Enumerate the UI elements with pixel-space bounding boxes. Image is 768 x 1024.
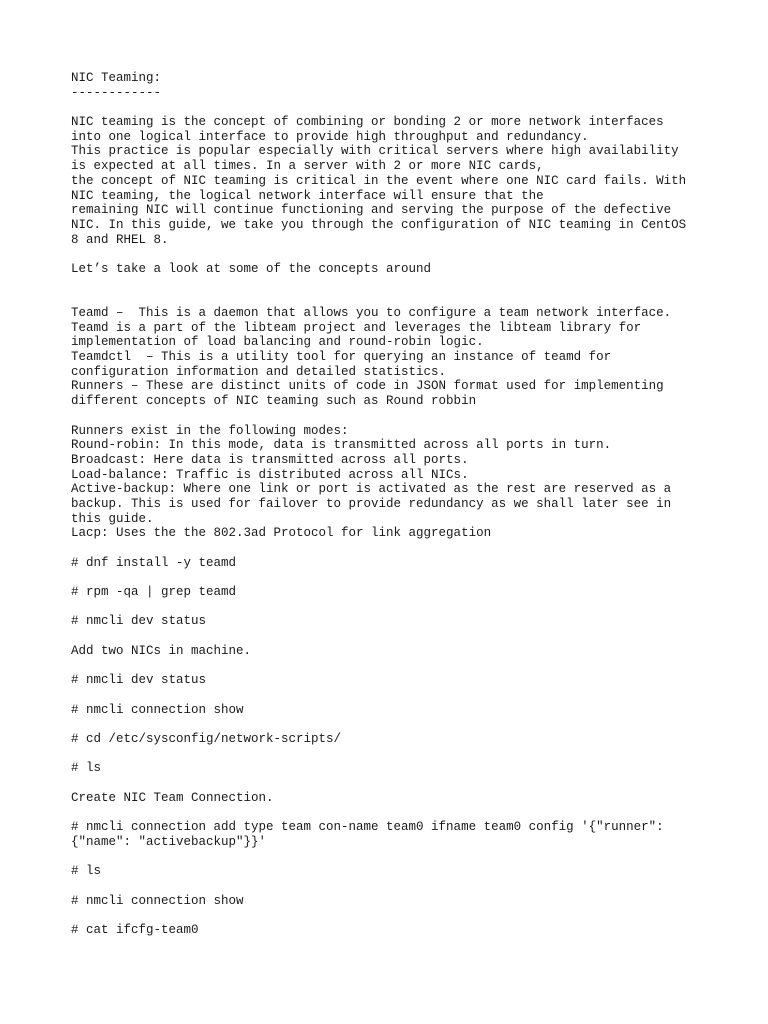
- blank-line: [71, 277, 731, 292]
- text-line: Lacp: Uses the the 802.3ad Protocol for link aggregation: [71, 526, 492, 541]
- text-line: NIC teaming is the concept of combining or bonding 2 or more network interfaces: [71, 115, 664, 130]
- command-line: # rpm -qa | grep teamd: [71, 585, 237, 600]
- text-line: Add two NICs in machine.: [71, 643, 252, 658]
- command-line: # dnf install -y teamd: [71, 555, 237, 570]
- document-body: [71, 71, 731, 938]
- command-line: # nmcli dev status: [71, 614, 207, 629]
- text-line: NIC teaming, the logical network interface will ensure that the: [71, 188, 544, 203]
- blank-line: [71, 629, 731, 644]
- text-line: Teamd – This is a daemon that allows you to configure a team network interface.: [71, 306, 672, 320]
- text-line: Round-robin: In this mode, data is transmitted across all ports in turn.: [71, 438, 612, 453]
- text-line: {"name": "activebackup"}}': [71, 834, 267, 849]
- blank-line: [71, 908, 731, 923]
- text-line: ------------: [71, 85, 162, 100]
- blank-line: [71, 541, 731, 556]
- text-line: NIC. In this guide, we take you through the configuration of NIC teaming in CentOS: [71, 217, 687, 232]
- text-line: Runners exist in the following modes:: [71, 423, 349, 438]
- text-line: This practice is popular especially with critical servers where high availability: [71, 144, 679, 159]
- blank-line: [71, 688, 731, 703]
- command-line: # nmcli dev status: [71, 673, 207, 688]
- blank-line: [71, 747, 731, 762]
- text-line: different concepts of NIC teaming such as Round robbin: [71, 394, 477, 409]
- text-line: Runners – These are distinct units of code in JSON format used for implementing: [71, 379, 664, 394]
- command-line: # nmcli connection show: [71, 893, 244, 908]
- command-line: # ls: [71, 761, 102, 776]
- text-line: implementation of load balancing and round-robin logic.: [71, 335, 484, 350]
- blank-line: [71, 879, 731, 894]
- text-line: Load-balance: Traffic is distributed across all NICs.: [71, 467, 469, 482]
- command-line: # cd /etc/sysconfig/network-scripts/: [71, 731, 342, 746]
- blank-line: [71, 717, 731, 732]
- blank-line: [71, 600, 731, 615]
- command-line: # nmcli connection add type team con-name team0 ifname team0 config '{"runner":: [71, 820, 664, 835]
- blank-line: [71, 409, 731, 424]
- text-line: 8 and RHEL 8.: [71, 232, 169, 247]
- blank-line: [71, 100, 731, 115]
- text-line: Let’s take a look at some of the concepts around: [71, 261, 432, 276]
- blank-line: [71, 247, 731, 262]
- text-line: the concept of NIC teaming is critical in the event where one NIC card fails. With: [71, 173, 687, 188]
- command-line: # cat ifcfg-team0: [71, 922, 199, 937]
- blank-line: [71, 659, 731, 674]
- command-line: # ls: [71, 864, 102, 879]
- text-line: NIC Teaming:: [71, 71, 162, 85]
- blank-line: [71, 291, 731, 306]
- text-line: is expected at all times. In a server with 2 or more NIC cards,: [71, 159, 544, 174]
- blank-line: [71, 776, 731, 791]
- blank-line: [71, 570, 731, 585]
- text-line: Active-backup: Where one link or port is activated as the rest are reserved as a: [71, 482, 672, 497]
- text-line: Teamdctl – This is a utility tool for querying an instance of teamd for: [71, 350, 612, 365]
- text-line: into one logical interface to provide high throughput and redundancy.: [71, 129, 589, 144]
- text-line: configuration information and detailed statistics.: [71, 364, 447, 379]
- blank-line: [71, 805, 731, 820]
- text-line: this guide.: [71, 511, 154, 526]
- text-line: remaining NIC will continue functioning and serving the purpose of the defective: [71, 203, 672, 218]
- text-line: Teamd is a part of the libteam project and leverages the libteam library for: [71, 320, 642, 335]
- command-line: # nmcli connection show: [71, 702, 244, 717]
- text-line: backup. This is used for failover to provide redundancy as we shall later see in: [71, 496, 672, 511]
- blank-line: [71, 849, 731, 864]
- text-line: Create NIC Team Connection.: [71, 790, 274, 805]
- text-line: Broadcast: Here data is transmitted across all ports.: [71, 452, 469, 467]
